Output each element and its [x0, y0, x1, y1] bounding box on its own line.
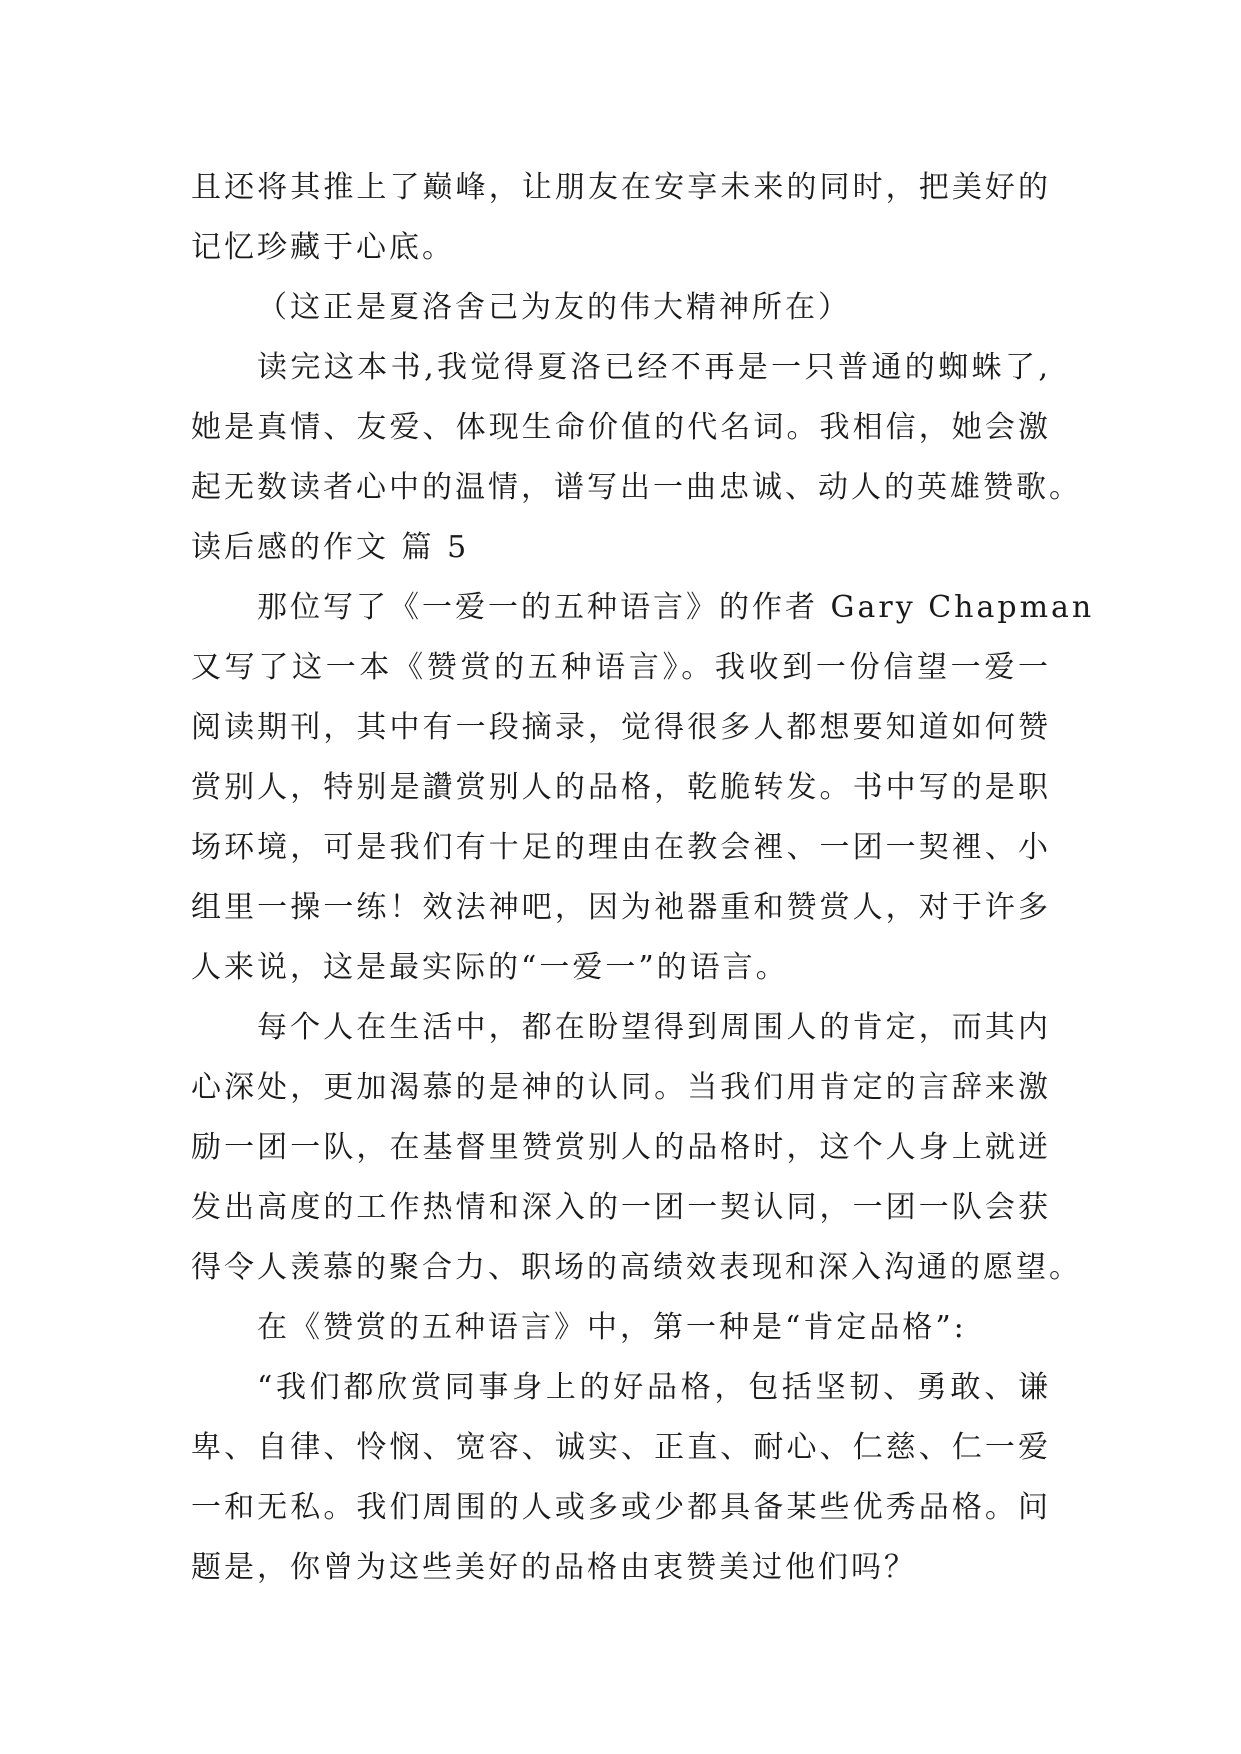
text-line: 又写了这一本《赞赏的五种语言》。我收到一份信望一爱一 [191, 650, 1051, 685]
text-line: 赏别人，特别是讚赏别人的品格，乾脆转发。书中写的是职 [191, 770, 1051, 805]
text-line: 且还将其推上了巅峰，让朋友在安享未来的同时，把美好的 [191, 170, 1051, 205]
text-line: 在《赞赏的五种语言》中，第一种是“肯定品格”: [257, 1310, 967, 1345]
text-line: 得令人羡慕的聚合力、职场的高绩效表现和深入沟通的愿望。 [191, 1250, 1082, 1285]
text-line: 起无数读者心中的温情，谱写出一曲忠诚、动人的英雄赞歌。 [191, 470, 1082, 505]
text-line: 题是，你曾为这些美好的品格由衷赞美过他们吗？ [191, 1550, 917, 1585]
text-line: 心深处，更加渴慕的是神的认同。当我们用肯定的言辞来激 [191, 1070, 1051, 1105]
text-line: （这正是夏洛舍己为友的伟大精神所在） [257, 290, 851, 325]
text-line: 她是真情、友爱、体现生命价值的代名词。我相信，她会激 [191, 410, 1051, 445]
text-line: 卑、自律、怜悯、宽容、诚实、正直、耐心、仁慈、仁一爱 [191, 1430, 1051, 1465]
text-line: 人来说，这是最实际的“一爱一”的语言。 [191, 950, 789, 985]
text-line: “我们都欣赏同事身上的好品格，包括坚韧、勇敢、谦 [257, 1370, 1051, 1405]
text-line: 一和无私。我们周围的人或多或少都具备某些优秀品格。问 [191, 1490, 1051, 1525]
section-heading: 读后感的作文 篇 5 [191, 530, 470, 565]
text-line: 那位写了《一爱一的五种语言》的作者 Gary Chapman [257, 590, 1095, 625]
text-line: 阅读期刊，其中有一段摘录，觉得很多人都想要知道如何赞 [191, 710, 1051, 745]
text-line: 励一团一队，在基督里赞赏别人的品格时，这个人身上就迸 [191, 1130, 1051, 1165]
text-line: 发出高度的工作热情和深入的一团一契认同，一团一队会获 [191, 1190, 1051, 1225]
document-page [191, 158, 1095, 1598]
text-line: 组里一操一练！效法神吧，因为祂器重和赞赏人，对于许多 [191, 890, 1051, 925]
text-line: 每个人在生活中，都在盼望得到周围人的肯定，而其内 [257, 1010, 1051, 1045]
text-line: 记忆珍藏于心底。 [191, 230, 455, 265]
text-line: 场环境，可是我们有十足的理由在教会裡、一团一契裡、小 [191, 830, 1051, 865]
text-line: 读完这本书,我觉得夏洛已经不再是一只普通的蜘蛛了, [257, 350, 1051, 385]
